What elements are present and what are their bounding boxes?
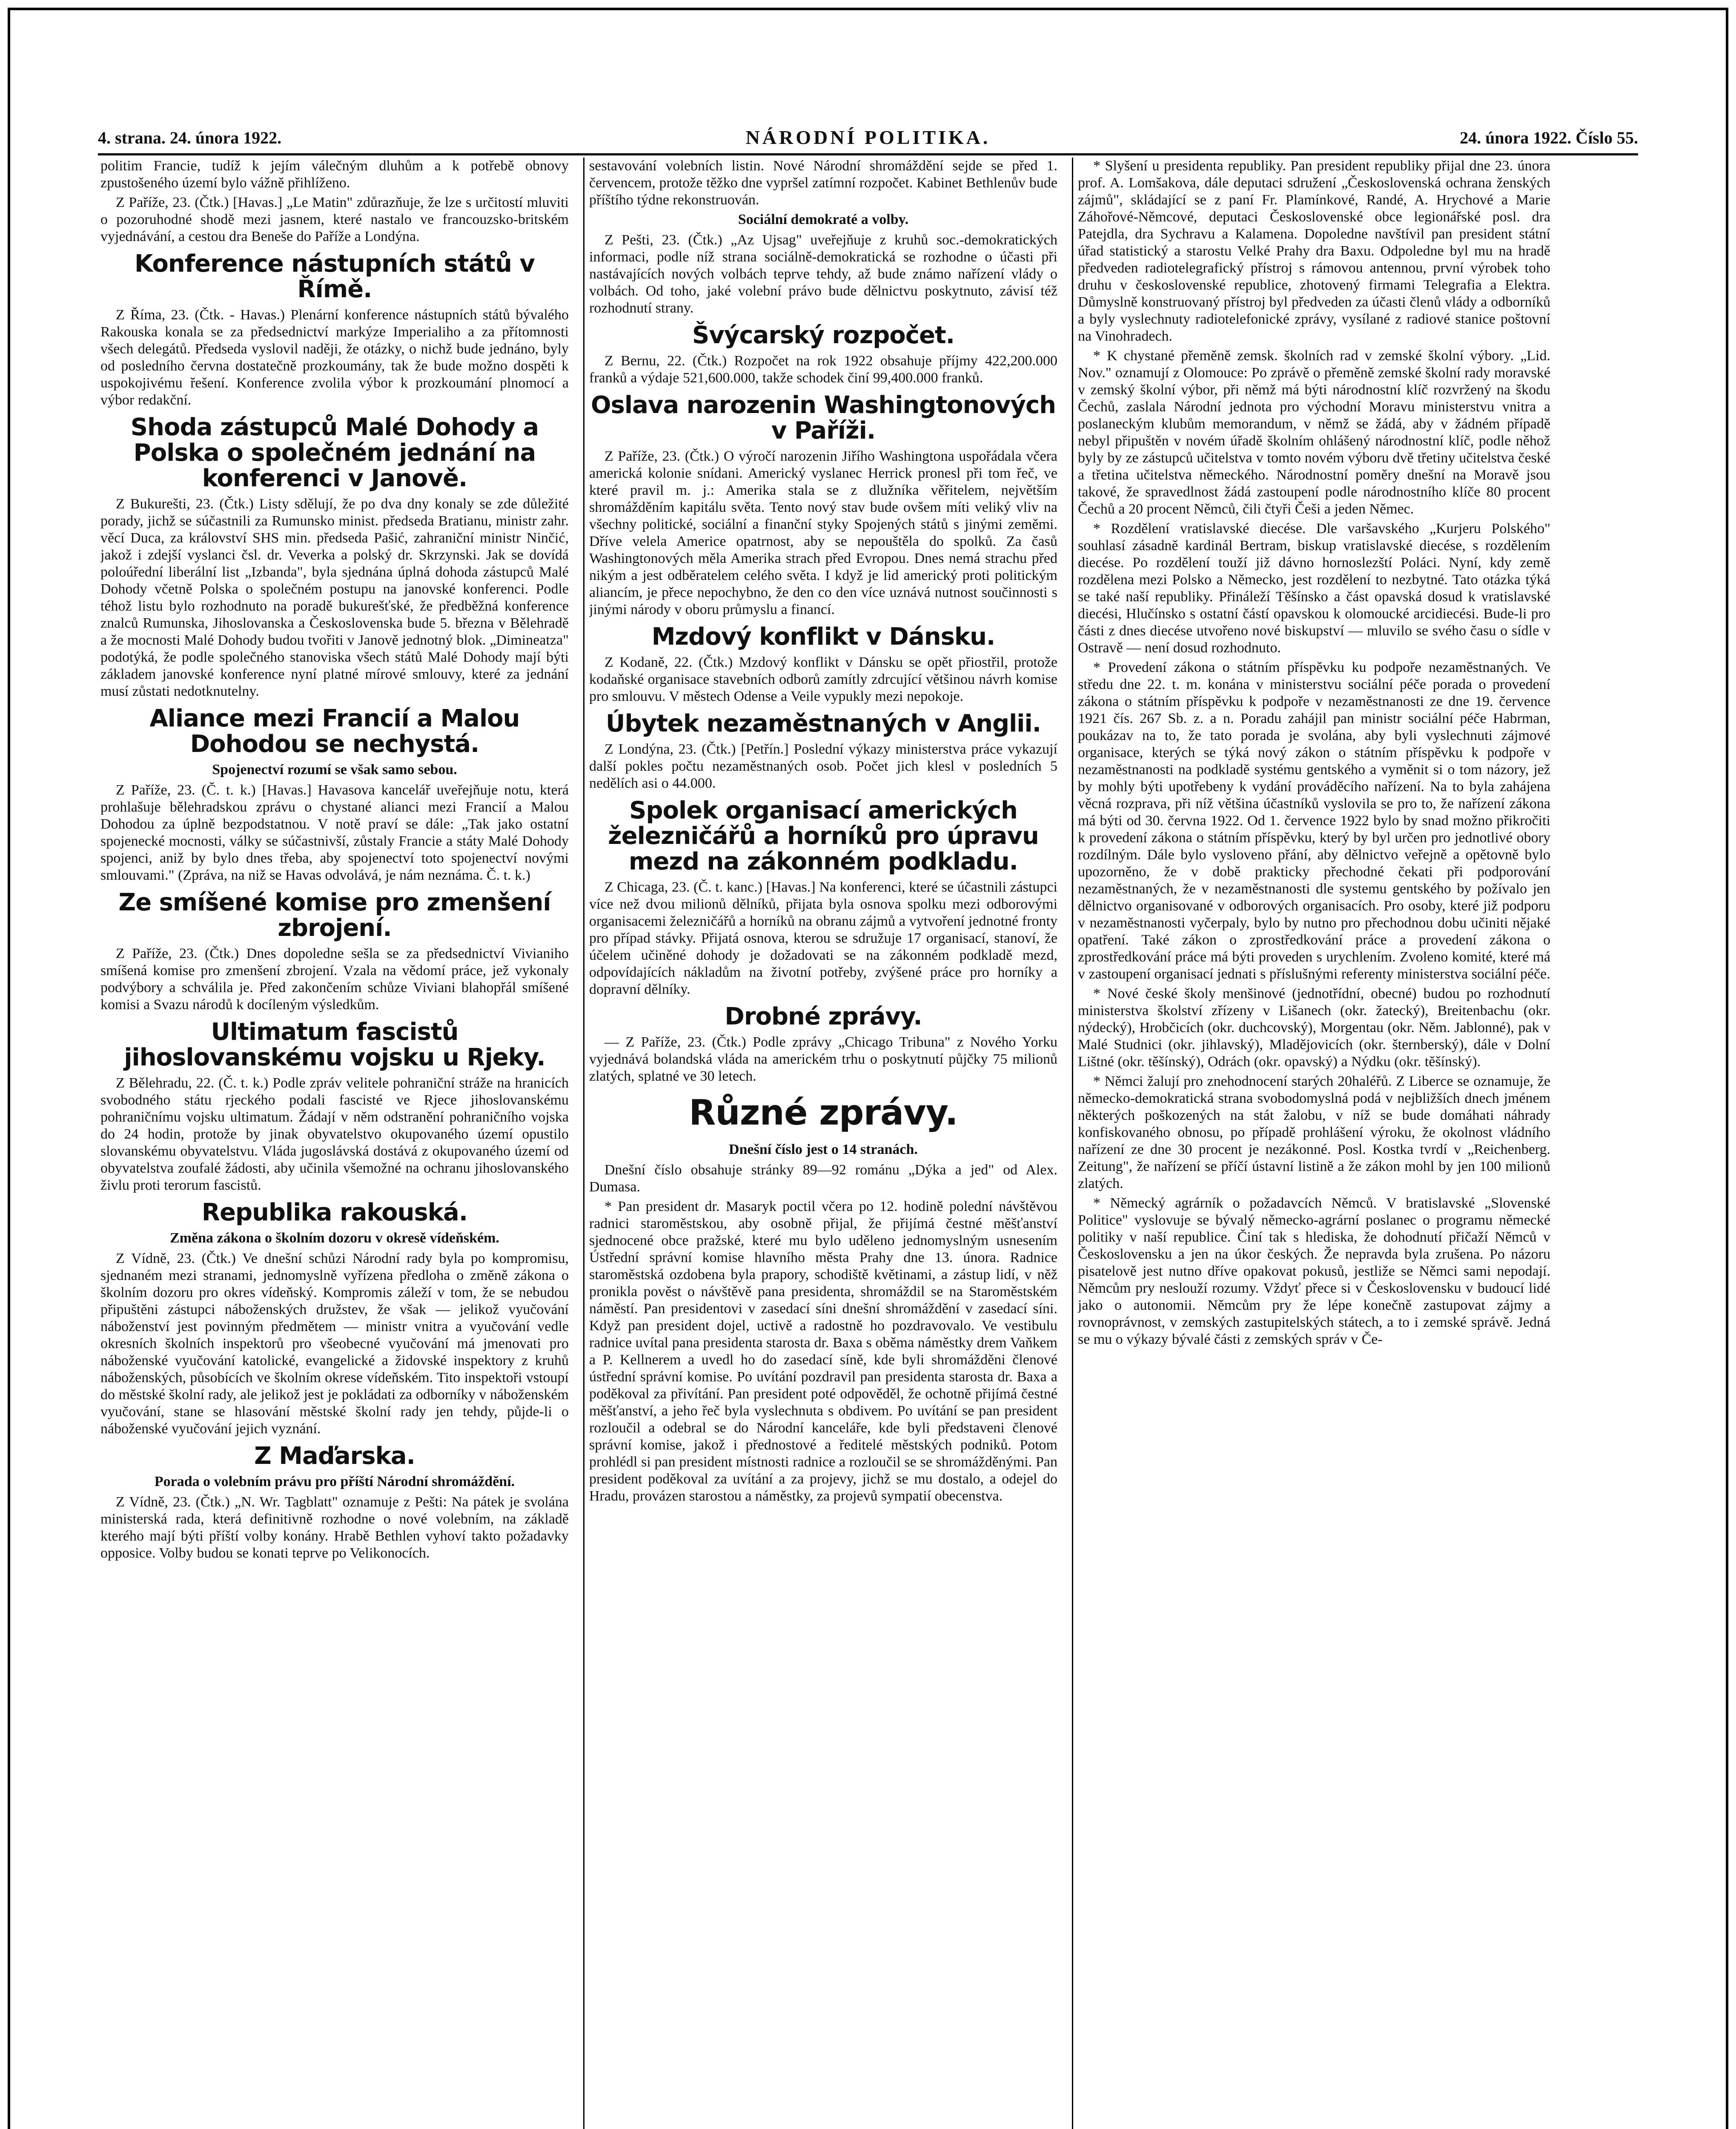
article-subheadline: Sociální demokraté a volby. bbox=[738, 212, 909, 227]
article-subheadline: Změna zákona o školním dozoru v okresě vídeňském. bbox=[170, 1230, 499, 1246]
article-text: Z Chicaga, 23. (Č. t. kanc.) [Havas.] Na konferenci, které se účastnili zástupci více než dvou milionů dělníků, přijata byla osnova spolku mezi odborovými organisacemi železničářů a horníků na obranu zájmů a vytvoření jednotné fronty pro případ stávky. Přijatá osnova, kterou se sdružuje 17 organisací, stanoví, že účelem učiněné dohody je dožadovati se na zákonném podkladě mezd, odpovídajících nákladům na životní potřeby, zvýšené práce pro horníky a dopravní dělníky. bbox=[589, 879, 1057, 997]
article-headline: Republika rakouská. bbox=[201, 1199, 468, 1226]
article-text: * Slyšení u presidenta republiky. Pan president republiky přijal dne 23. února prof. A. Lomšakova, dále deputaci sdružení „Československá ochrana ženských zájmů", skládající se z paní Fr. Plamínkové, Randé, A. Hrychové a Marie Záhořové-Němcové, deputaci Československé obce legionářské posl. dra Patejdla, dra Sychravu a Kalamena. Dopoledne navštívil pan president státní úřad statistický a starostu Velké Prahy dra Baxu. Odpoledne byl mu na hradě předveden radiotelegrafický přístroj s rámovou antennou, první výrobek toho druhu v československé republice, zhotovený firmami Telegrafia a Elektra. Důmyslně konstruovaný přístroj byl předveden za účasti členů vlády a odborníků a byly vyslechnuty radiotelefonické zprávy, vysílané z radiové stanice poštovní na Vinohradech. bbox=[1078, 158, 1550, 344]
article-headline: Mzdový konflikt v Dánsku. bbox=[651, 623, 995, 651]
section-headline: Různé zprávy. bbox=[689, 1093, 958, 1133]
article-headline: Oslava narozenin Washingtonových v Paříži. bbox=[590, 391, 1056, 445]
header-left: 4. strana. 24. února 1922. bbox=[98, 128, 282, 147]
article-text: * K chystané přeměně zemsk. školních rad v zemské školní výbory. „Lid. Nov." oznamují z Olomouce: Po zprávě o přeměně zemské školní rady moravské v zemský školní výbor, při němž má býti národnostní klíč rozvržený na škodu Čechů, zaslala Národní jednota pro východní Moravu ministerstvu vnitra a poslaneckým klubům memorandum, v němž se žádá, aby v žádném případě nebyl připuštěn v novém úřadě školním ohlášený národnostní klíč, podle něhož byly by ze zástupců učitelstva v tomto novém výboru dvě třetiny učitelstva české a třetina učitelstva německého. Národnostní poměry dnešní na Moravě jsou takové, že spravedlnost žádá zastoupení podle národnostního klíče 80 procent Čechů a 20 procent Němců, čili čtyři Češi a jeden Němec. bbox=[1078, 348, 1550, 517]
article-headline: Ze smíšené komise pro zmenšení zbrojení. bbox=[118, 889, 551, 942]
article-text: * Rozdělení vratislavské diecése. Dle varšavského „Kurjeru Polského" souhlasí zásadně kardinál Bertram, biskup vratislavské diecése, s rozdělením diecése. Po rozdělení touží již dávno hornoslezští Poláci. Nyní, kdy země rozdělena mezi Polsko a Německo, jest rozdělení to nezbytné. Tato otázka týká se také naší republiky. Přináleží Těšínsko a část opavská dosud k vratislavské diecési, Hlučínsko s ostatní částí opavskou k olomoucké arcidiecési. Bude-li pro části z dnes diecése utvořeno nové biskupství — mluvilo se svého času o sídle v Ostravě — není dosud rozhodnuto. bbox=[1078, 521, 1550, 656]
masthead-title: NÁRODNÍ POLITIKA. bbox=[745, 126, 991, 148]
article-text: * Pan president dr. Masaryk poctil včera po 12. hodině polední návštěvou radnici staroměstskou, aby osobně přijal, že přijímá čestné měšťanství sjednocené obce pražské, které mu bylo uděleno jednomyslným usnesením Ústřední správní komise hlavního města Prahy dne 13. února. Radnice staroměstská ozdobena byla prapory, schodiště květinami, a zástup lidí, v něž pronikla pověst o návštěvě pana presidenta, shromáždil se na Staroměstském náměstí. Pan presidentovi v zasedací síni dnešní shromáždění v zasedací síni. Když pan president dojel, uctivě a radostně ho pozdravovalo. Ve vestibulu radnice uvítal pana presidenta starosta dr. Baxa s oběma náměstky drem Vaňkem a P. Kellnerem a uvedl ho do zasedací síně, kde byli shromážděni členové ústřední správní komise. Po uvítání pozdravil pan presidenta starosta dr. Baxa a poděkoval za přivítání. Pan president poté odpověděl, že ochotně přijímá čestné měšťanství, a jeho řeč byla vyslechnuta s obdivem. Po uvítání se pan president rozloučil a odebral se do Národní kanceláře, kde byli představeni členové správní komise, jakož i přednostové a ředitelé městských podniků. Potom prohlédl si pan president místnosti radnice a rozloučil se se shromážděnými. Pan president poděkoval za uvítání a za projevy, jichž se mu dostalo, a odejel do Hradu, provázen starostou a náměstky, za projevů sympatií obecenstva. bbox=[589, 1199, 1057, 1504]
article-text: Z Bělehradu, 22. (Č. t. k.) Podle zpráv velitele pohraniční stráže na hranicích svobodného státu rjeckého podali fascisté ve Rjece jihoslovanskému pohraničnímu vojsku ultimatum. Žádají v něm odstranění pohraničního vojska do 24 hodin, protože by jinak obyvatelstvo okupovaného území opustilo slovanskému obyvatelstvu. Vláda jugoslávská dostává z okupovaného území od obyvatelstva zoufalé žádosti, aby učinila všemožné na ochranu jihoslovanského živlu proti terorum fascistů. bbox=[100, 1075, 569, 1193]
article-subheadline: Spojenectví rozumí se však samo sebou. bbox=[212, 762, 457, 778]
article-text: * Německý agrárník o požadavcích Němců. V bratislavské „Slovenské Politice" vyslovuje se bývalý německo-agrární poslanec o programu německé politiky v naší republice. Činí tak s hlediska, že dohodnutí přičaží Němců v Československu a jen na úkor českých. Že nepravda byla zrušena. Po názoru pisatelově jest nutno dříve opakovat pokusů, jestliže se Němci sami nepodají. Němcům pry neslouží rozumy. Vždyť přece si v Československu v budoucí lidé jako o autonomii. Němcům pry že lépe konečně zastupovat zájmy a rovnoprávnost, v zemských zastupitelských státech, a to i zemské správě. Jedná se mu o výkazy bývalé části z zemských správ v Če- bbox=[1078, 1195, 1550, 1347]
header-right: 24. února 1922. Číslo 55. bbox=[1460, 128, 1638, 147]
column-1 bbox=[100, 158, 569, 2129]
article-text: Z Paříže, 23. (Čtk.) O výročí narozenin Jiřího Washingtona uspořádala včera americká kolonie snídani. Americký vyslanec Herrick pronesl při tom řeč, ve které pravil m. j.: Amerika stala se z dlužníka věřitelem, největším shromážděním kapitálu světa. Tento nový stav bude ovšem míti veliký vliv na všechny politické, sociální a finanční styky Spojených států s jinými zeměmi. Dříve velela Americe opatrnost, aby se nepouštěla do spolků. Za časů Washingtonových měla Amerika strach před Evropou. Dnes nemá strachu před nikým a jest odběratelem celého světa. I když je lid americký proti politickým aliancím, je přece nepochybno, že den co den více uznává nutnost součinnosti s jinými národy v oboru průmyslu a financí. bbox=[589, 448, 1057, 617]
column-divider-2 bbox=[1072, 158, 1073, 2129]
article-text: politim Francie, tudíž k jejím válečným dluhům a k potřebě obnovy zpustošeného území bylo vážně přihlíženo. bbox=[100, 158, 569, 191]
article-text: Z Bukurešti, 23. (Čtk.) Listy sdělují, že po dva dny konaly se zde důležité porady, jichž se súčastnili za Rumunsko minist. předseda Bratianu, ministr zahr. věcí Duca, za království SHS min. předseda Pašić, zahraniční ministr Ninčić, jakož i zdejší vyslanci čsl. dr. Veverka a polský dr. Skrzynski. Jak se dovídá poloúřední liberální list „Izbanda", byla sjednána úplná dohoda zástupců Malé Dohody včetně Polska o společném postupu na janovské konferenci. Podle téhož listu bylo rozhodnuto na poradě bukurešťské, že předběžná konference znalců Rumunska, Jihoslovanska a Československa bude 5. března v Bělehradě a že mocnosti Malé Dohody budou tvořiti v Janově jednotný blok. „Dimineatza" podotýká, že podle společného stanoviska všech států Malé Dohody mají býti základem janovské konference nyní platné mírové smlouvy, které za jednání musí zůstati nedotknutelny. bbox=[100, 496, 569, 699]
article-text: Z Bernu, 22. (Čtk.) Rozpočet na rok 1922 obsahuje příjmy 422,200.000 franků a výdaje 521,600.000, takže schodek činí 99,400.000 franků. bbox=[589, 353, 1057, 386]
article-text: Z Londýna, 23. (Čtk.) [Petřín.] Poslední výkazy ministerstva práce vykazují další pokles počtu nezaměstnaných osob. Počet jich klesl v posledních 5 nedělích asi o 44.000. bbox=[589, 741, 1057, 791]
article-headline: Konference nástupních států v Římě. bbox=[134, 250, 535, 303]
article-headline: Spolek organisací amerických železničářů a horníků pro úpravu mezd na zákonném podkladu. bbox=[608, 797, 1039, 875]
article-headline: Úbytek nezaměstnaných v Anglii. bbox=[606, 710, 1041, 737]
article-text: Z Paříže, 23. (Č. t. k.) [Havas.] Havasova kancelář uveřejňuje notu, která prohlašuje bělehradskou zprávu o chystané alianci mezi Francií a Malou Dohodou za úplně bezpodstatnou. V notě praví se dále: „Tak jako ostatní spojenecké mocnosti, války se súčastnivší, zůstaly Francie a státy Malé Dohody spojenci, aniž by bylo dnes třeba, aby spojenectví toto spojenectví novými smlouvami." (Zpráva, na niž se Havas odvolává, je nám neznáma. Č. t. k.) bbox=[100, 782, 569, 883]
header-rule bbox=[98, 153, 1638, 155]
article-subheadline: Dnešní číslo jest o 14 stranách. bbox=[729, 1142, 918, 1157]
page-header bbox=[98, 123, 1638, 158]
column-3 bbox=[1078, 158, 1550, 2129]
article-text: * Nové české školy menšinové (jednotřídní, obecné) budou po rozhodnutí ministerstva školství zřízeny v Lišanech (okr. žatecký), Breitenbachu (okr. nýdecký), Hrobčicích (okr. duchcovský), Morgentau (okr. Něm. Jablonné), pak v Malé Studnici (okr. jihlavský), Mladějovicích (okr. šternberský), dále v Dolní Lištné (okr. těšínský), Odrách (okr. opavský) a Nýdku (okr. těšínský). bbox=[1078, 986, 1550, 1070]
column-divider-1 bbox=[583, 158, 584, 2129]
article-text: Z Paříže, 23. (Čtk.) [Havas.] „Le Matin" zdůrazňuje, že lze s určitostí mluviti o pozoruhodné shodě mezi jasnem, které nastalo ve francouzsko-britském vyjednávání, a cestou dra Beneše do Paříže a Londýna. bbox=[100, 195, 569, 244]
article-text: Dnešní číslo obsahuje stránky 89—92 románu „Dýka a jed" od Alex. Dumasa. bbox=[589, 1162, 1057, 1195]
article-subheadline: Porada o volebním právu pro příští Národní shromáždění. bbox=[154, 1474, 515, 1489]
article-headline: Aliance mezi Francií a Malou Dohodou se nechystá. bbox=[149, 705, 520, 758]
article-headline: Ultimatum fascistů jihoslovanskému vojsku u Rjeky. bbox=[124, 1018, 545, 1071]
article-text: Z Vídně, 23. (Čtk.) Ve dnešní schůzi Národní rady byla po kompromisu, sjednaném mezi stranami, jednomyslně vyřízena předloha o změně zákona o školním dozoru pro okres vídeňský. Kompromis záleží v tom, že se nebudou připuštěni zástupci náboženských družstev, že však — jelikož vyučování náboženství jest povinným předmětem — ministr vnitra a vyučování vedle okresních školních inspektorů pro všeobecné vyučování má jmenovati pro náboženské vyučování katolické, evangelické a židovské inspektory z kruhů náboženských, působících ve školním okrese vídeňském. Tito inspektoři vstoupí do městské školní rady, ale jelikož jest je pokládati za odborníky v náboženském vyučování, stane se hlasování městské školní rady jen tehdy, půjde-li o náboženské vyučování jejich vyznání. bbox=[100, 1251, 569, 1437]
article-headline: Shoda zástupců Malé Dohody a Polska o společném jednání na konferenci v Janově. bbox=[130, 413, 539, 492]
article-text: * Němci žalují pro znehodnocení starých 20haléřů. Z Liberce se oznamuje, že německo-demokratická strana svobodomyslná podá v nejbližších dnech jménem některých poškozených na stát žalobu, v níž se bude domáhati náhrady konfiskovaného obnosu, po případě prohlášení výroku, že okolnost vládního nařízení ze dne 30 procent je nezákonné. Posl. Kostka tvrdí v „Reichenberg. Zeitung", že nařízení se příčí ústavní listině a že zákon mohl by jen 100 milionů zlatých. bbox=[1078, 1073, 1550, 1191]
article-headline: Švýcarský rozpočet. bbox=[692, 321, 954, 349]
article-headline: Z Maďarska. bbox=[254, 1442, 415, 1470]
article-headline: Drobné zprávy. bbox=[725, 1003, 922, 1030]
article-text: Z Paříže, 23. (Čtk.) Dnes dopoledne sešla se za předsednictví Vivianiho smíšená komise pro zmenšení zbrojení. Vzala na vědomí práce, jež vykonaly podvýbory a schválila je. Před zakončením schůze Viviani blahopřál smíšené komisi a Svazu národů k docíleným výsledkům. bbox=[100, 946, 569, 1013]
article-text: Z Kodaně, 22. (Čtk.) Mzdový konflikt v Dánsku se opět přiostřil, protože kodaňské organisace stavebních odborů zamítly zdrcující většinou návrh komise pro smlouvu. V městech Odense a Veile vypukly mezi nepokoje. bbox=[589, 654, 1057, 704]
article-text: Z Pešti, 23. (Čtk.) „Az Ujsag" uveřejňuje z kruhů soc.-demokratických informaci, podle níž strana sociálně-demokratická se rozhodne o účasti při nastávajících nových volbách teprve tehdy, až bude známo nařízení vlády o volbách. Od toho, jaké volební právo bude dělnictvu poskytnuto, závisí též rozhodnutí strany. bbox=[589, 232, 1057, 316]
article-text: Z Vídně, 23. (Čtk.) „N. Wr. Tagblatt" oznamuje z Pešti: Na pátek je svolána ministerská rada, která definitivně rozhodne o nové volebním, na základě kterého mají býti příští volby konány. Hrabě Bethlen vyhoví takto požadavky opposice. Volby budou se konati teprve po Velikonocích. bbox=[100, 1494, 569, 1561]
article-text: Z Říma, 23. (Čtk. - Havas.) Plenární konference nástupních států bývalého Rakouska konala se za předsednictví markýze Imperialiho a za přítomnosti všech delegátů. Předseda vyslovil naději, že otázky, o nichž bude jednáno, byly od posledního června dostatečně prozkoumány, tak že bude možno dospěti k uspokojivému řešení. Konference zvolila výbor k prozkoumání plnomocí a výbor redakční. bbox=[100, 307, 569, 408]
column-2 bbox=[589, 158, 1057, 2129]
article-text: — Z Paříže, 23. (Čtk.) Podle zprávy „Chicago Tribuna" z Nového Yorku vyjednává bolandská vláda na americkém trhu o poskytnutí půjčky 75 milionů zlatých, splatné ve 30 letech. bbox=[589, 1034, 1057, 1084]
article-text: sestavování volebních listin. Nové Národní shromáždění sejde se před 1. červencem, protože těžko dne vypršel zatímní rozpočet. Kabinet Bethlenův bude příštího týdne rekonstruován. bbox=[589, 158, 1057, 208]
article-text: * Provedení zákona o státním příspěvku ku podpoře nezaměstnaných. Ve středu dne 22. t. m. konána v ministerstvu sociální péče porada o provedení zákona o státním příspěvku k podpoře v nezaměstnanosti ze dne 19. července 1921 čís. 267 Sb. z. a n. Poradu zahájil pan ministr sociální péče Habrman, poukázav na to, že tato porada je svolána, aby byli vyslechnuti zájmové organisace, kterých se týká nový zákon o státním příspěvku k podpoře v nezaměstnanosti na podkladě systému gentského a vyměnit si o tom názory, jež by mohly býti upotřebeny k vydání prováděcího nařízení. Na to byla zahájena věcná rozprava, při níž většina účastníků vyslovila se pro to, že nařízení zákona má býti od 30. června 1922. Od 1. července 1922 bylo by snad možno přikročiti k provedení zákona o státním příspěvku, který by byl určen pro jednotlivé obory rozdílným. Dále bylo vysloveno přání, aby dělnictvo veřejně a opětovně bylo upozorněno, že v době prakticky přechodné čekati při podporování nezaměstnaných, že v nezaměstnanosti dle systemu gentského by požívalo jen dělnictvo organisované v odborových organisacích. Pro osoby, které již podporu v nezaměstnanosti vyčerpaly, bylo by nutno pro přechodnou dobu učiniti nějaké opatření. Také zákon o zprostředkování práce a provedení zákona o zprostředkování práce má býti proveden s urychlením. Zvoleno komité, které má v zastoupení organisací jednati s příslušnými referenty ministerstva sociální péče. bbox=[1078, 660, 1550, 982]
